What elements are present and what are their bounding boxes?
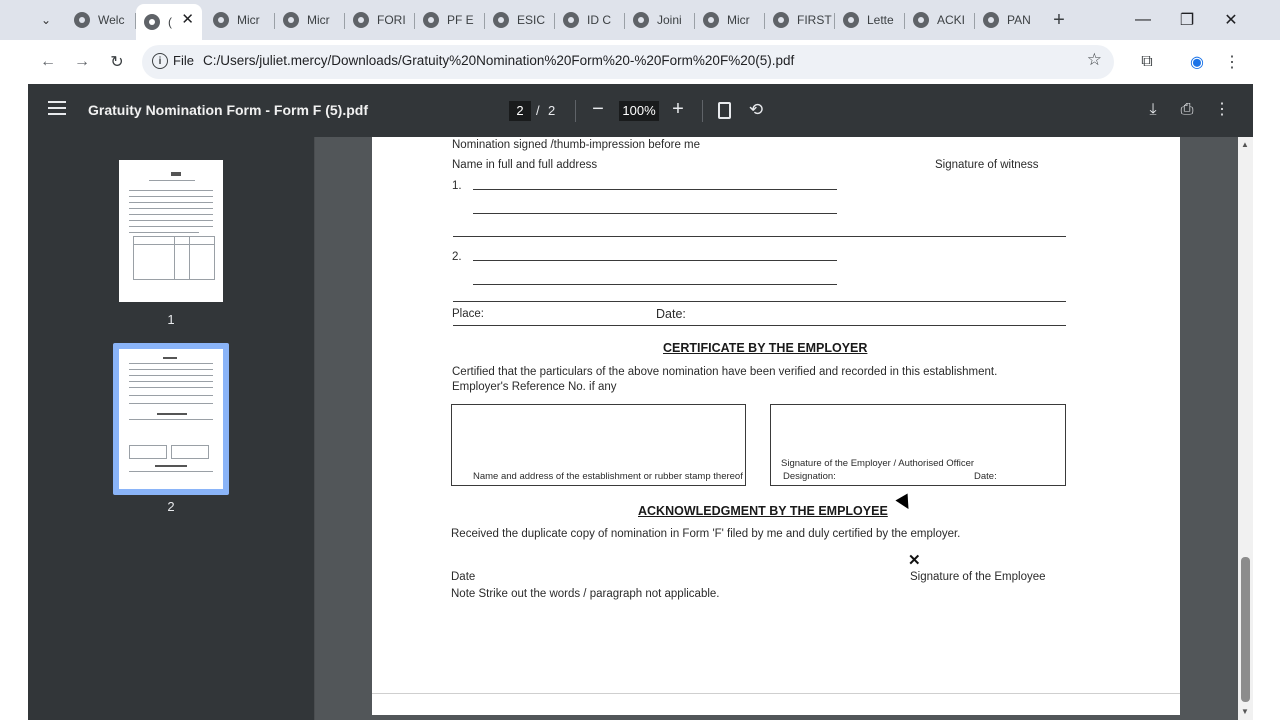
menu-icon[interactable] <box>48 101 66 115</box>
rotate-icon: ⟲ <box>748 100 764 119</box>
box-date-label: Date: <box>974 471 997 482</box>
tab-4[interactable]: Micr <box>275 6 345 34</box>
page-total: 2 <box>548 103 556 118</box>
tab-1[interactable]: Welc <box>66 6 136 34</box>
reload-icon: ↻ <box>110 54 124 71</box>
puzzle-icon: ⧉ <box>1141 53 1153 70</box>
globe-icon <box>913 12 929 28</box>
toolbar-divider <box>575 100 576 122</box>
globe-icon <box>843 12 859 28</box>
new-tab-button[interactable] <box>1047 8 1071 32</box>
profile-button[interactable] <box>1185 50 1209 74</box>
tab-13[interactable]: ACKI <box>905 6 975 34</box>
tab-search-button[interactable] <box>34 8 58 32</box>
arrow-right-icon: → <box>74 53 90 70</box>
print-icon: ⎙ <box>1180 101 1194 118</box>
date-label: Date: <box>656 307 686 321</box>
minimize-icon: — <box>1135 11 1151 28</box>
globe-icon <box>213 12 229 28</box>
more-vert-icon: ⋮ <box>1214 101 1230 118</box>
restore-button[interactable] <box>1175 8 1199 32</box>
page-bottom-edge <box>372 693 1180 694</box>
tab-14[interactable]: PAN <box>975 6 1037 34</box>
vertical-scrollbar[interactable] <box>1238 137 1253 720</box>
address-bar[interactable] <box>142 45 1114 79</box>
name-full-address-label: Name in full and full address <box>452 159 598 171</box>
pdf-toolbar <box>28 84 1253 137</box>
establishment-box <box>451 404 746 486</box>
minus-icon: − <box>592 98 604 120</box>
scheme-chip: File <box>173 53 194 68</box>
toolbar-divider <box>702 100 703 122</box>
employer-signature-box <box>770 404 1066 486</box>
info-icon[interactable]: i <box>152 53 168 69</box>
tab-7[interactable]: ESIC <box>485 6 555 34</box>
tab-3[interactable]: Micr <box>205 6 275 34</box>
outer-margin-right <box>1253 0 1280 720</box>
globe-icon <box>423 12 439 28</box>
pdf-page <box>372 137 1180 715</box>
witness-2-line-2 <box>473 284 837 285</box>
pdf-title: Gratuity Nomination Form - Form F (5).pdf <box>88 102 368 118</box>
print-button[interactable] <box>1176 98 1198 122</box>
download-icon: ⤓ <box>1149 101 1157 118</box>
browser-menu-button[interactable] <box>1220 50 1244 74</box>
forward-button[interactable] <box>70 50 94 74</box>
url-text[interactable]: C:/Users/juliet.mercy/Downloads/Gratuity%20Nomination%20Form%20-%20Form%20F%20(5).pdf <box>203 53 795 68</box>
restore-icon: ❐ <box>1179 12 1195 29</box>
globe-icon <box>74 12 90 28</box>
employer-reference-label: Employer's Reference No. if any <box>452 381 617 393</box>
outer-margin-left <box>0 0 28 720</box>
pdf-more-button[interactable] <box>1211 98 1233 122</box>
thumbnail-label-1: 1 <box>167 312 175 327</box>
extensions-button[interactable] <box>1135 50 1159 74</box>
arrow-left-icon: ← <box>40 53 56 70</box>
thumbnail-page-1[interactable] <box>119 160 223 302</box>
tab-strip <box>0 0 1280 40</box>
signature-witness-label: Signature of witness <box>935 159 1039 171</box>
tab-11[interactable]: FIRST <box>765 6 835 34</box>
tab-9[interactable]: Joini <box>625 6 695 34</box>
zoom-out-button[interactable] <box>588 98 608 122</box>
reload-button[interactable] <box>105 50 129 74</box>
profile-icon: ◉ <box>1190 54 1204 71</box>
witness-1-line <box>473 189 837 190</box>
plus-icon: + <box>1053 8 1065 31</box>
mouse-cursor <box>895 493 914 512</box>
bookmark-star-icon[interactable]: ☆ <box>1086 50 1102 69</box>
scroll-up-icon[interactable]: ▲ <box>1241 140 1249 149</box>
globe-icon <box>633 12 649 28</box>
tab-5[interactable]: FORI <box>345 6 415 34</box>
globe-icon <box>283 12 299 28</box>
tab-8[interactable]: ID C <box>555 6 625 34</box>
acknowledgment-text: Received the duplicate copy of nomination in Form 'F' filed by me and duly certified by the employer. <box>451 528 961 540</box>
witness-2-line <box>473 260 837 261</box>
employee-signature-label: Signature of the Employee <box>910 571 1046 583</box>
close-tab-icon[interactable]: ✕ <box>181 11 194 28</box>
scrollbar-thumb[interactable] <box>1241 557 1250 702</box>
close-window-button[interactable] <box>1219 8 1243 32</box>
more-vert-icon: ⋮ <box>1224 54 1240 71</box>
globe-icon <box>773 12 789 28</box>
place-label: Place: <box>452 308 484 320</box>
x-mark: ✕ <box>908 552 921 569</box>
download-button[interactable] <box>1142 98 1164 122</box>
chevron-down-icon: ⌄ <box>40 13 52 27</box>
witness-1-number: 1. <box>452 180 462 192</box>
browser-toolbar <box>28 40 1253 84</box>
fit-page-icon[interactable] <box>718 102 731 119</box>
certificate-text: Certified that the particulars of the above nomination have been verified and recorded in this establishment. <box>452 366 998 378</box>
close-icon: ✕ <box>1224 12 1238 29</box>
divider-line <box>453 325 1066 326</box>
tab-active[interactable]: ( ✕ <box>136 4 202 40</box>
globe-icon <box>144 14 160 30</box>
designation-label: Designation: <box>783 471 836 482</box>
ack-date-label: Date <box>451 571 476 583</box>
witness-2-number: 2. <box>452 251 462 263</box>
page-number-input[interactable]: 2 <box>509 101 531 121</box>
page-separator: / <box>536 103 540 118</box>
rotate-button[interactable] <box>746 98 766 122</box>
witness-1-line-2 <box>473 213 837 214</box>
establishment-box-label: Name and address of the establishment or rubber stamp thereof <box>473 471 743 482</box>
plus-icon: + <box>672 98 684 120</box>
globe-icon <box>493 12 509 28</box>
thumbnail-label-2: 2 <box>167 499 175 514</box>
tab-6[interactable]: PF E <box>415 6 485 34</box>
note-text: Note Strike out the words / paragraph not applicable. <box>451 588 720 600</box>
nomination-signed-text: Nomination signed /thumb-impression before me <box>452 139 701 151</box>
employer-signature-label: Signature of the Employer / Authorised Officer <box>781 458 975 469</box>
zoom-input[interactable]: 100% <box>619 101 659 121</box>
acknowledgment-heading: ACKNOWLEDGMENT BY THE EMPLOYEE <box>638 504 888 518</box>
globe-icon <box>353 12 369 28</box>
globe-icon <box>563 12 579 28</box>
tab-10[interactable]: Micr <box>695 6 765 34</box>
globe-icon <box>703 12 719 28</box>
divider-line <box>453 301 1066 302</box>
zoom-in-button[interactable] <box>668 98 688 122</box>
scroll-down-icon[interactable]: ▼ <box>1241 707 1249 716</box>
minimize-button[interactable] <box>1131 8 1155 32</box>
back-button[interactable] <box>36 50 60 74</box>
tab-12[interactable]: Lette <box>835 6 905 34</box>
globe-icon <box>983 12 999 28</box>
thumbnail-page-2[interactable] <box>119 349 223 489</box>
certificate-heading: CERTIFICATE BY THE EMPLOYER <box>663 341 868 355</box>
divider-line <box>453 236 1066 237</box>
